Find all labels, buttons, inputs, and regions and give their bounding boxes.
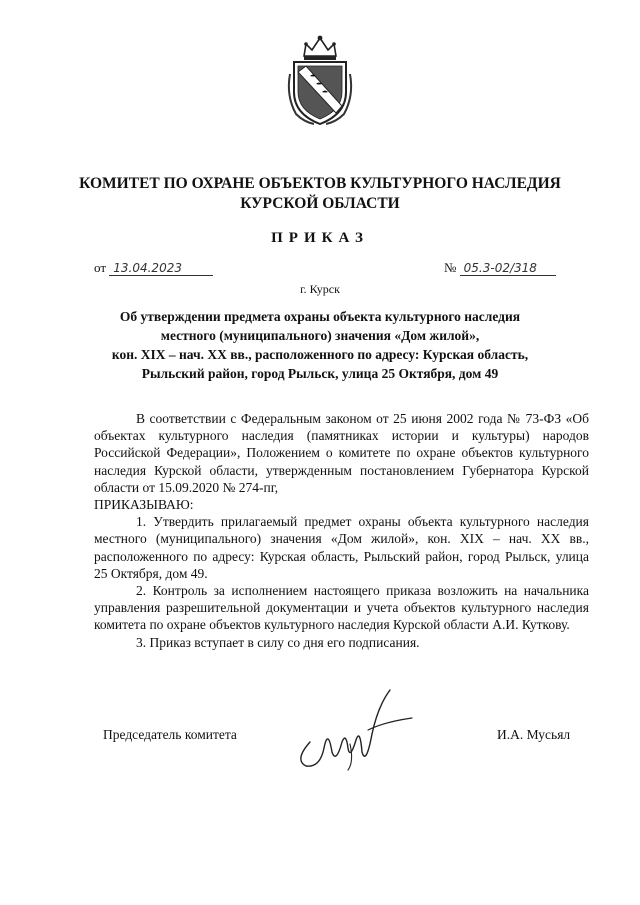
preamble-paragraph: В соответствии с Федеральным законом от 25 июня 2002 года № 73-ФЗ «Об объектах культурного наследия (памятниках истории и культуры) народов Российской Федерации», Положением о комитете по охране объектов культурного наследия Курской области, утвержденным постановлением Губернатора Курской области от 15.09.2020 № 274-пг, bbox=[94, 411, 589, 495]
date-row bbox=[94, 260, 213, 276]
order-word: ПРИКАЗЫВАЮ: bbox=[94, 497, 194, 513]
number-value: 05.3-02/318 bbox=[460, 261, 556, 276]
signatory-name: И.А. Мусьял bbox=[497, 727, 571, 742]
signatory-role: Председатель комитета bbox=[103, 727, 237, 742]
handwritten-signature bbox=[288, 682, 418, 772]
number-row bbox=[444, 260, 556, 276]
subject-line2: местного (муниципального) значения «Дом жилой», bbox=[160, 328, 480, 343]
order-item-1: 1. Утвердить прилагаемый предмет охраны объекта культурного наследия местного (муниципального) значения «Дом жилой», кон. XIX – нач. XX вв., расположенного по адресу: Курская область, Рыльский район, город Рыльск, улица 25 Октября, дом 49. bbox=[94, 514, 589, 581]
committee-name-line1: КОМИТЕТ ПО ОХРАНЕ ОБЪЕКТОВ КУЛЬТУРНОГО НАСЛЕДИЯ bbox=[79, 175, 561, 192]
committee-header bbox=[0, 174, 640, 214]
coat-of-arms-icon bbox=[284, 34, 356, 126]
subject-line1: Об утверждении предмета охраны объекта культурного наследия bbox=[119, 309, 521, 324]
subject-line4: Рыльский район, город Рыльск, улица 25 Октября, дом 49 bbox=[141, 366, 499, 381]
committee-name-line2: КУРСКОЙ ОБЛАСТИ bbox=[240, 195, 400, 212]
order-body bbox=[94, 410, 589, 651]
order-subject bbox=[80, 307, 560, 383]
subject-line3: кон. XIX – нач. XX вв., расположенного по адресу: Курская область, bbox=[111, 347, 529, 362]
city-label: г. Курск bbox=[300, 282, 340, 296]
date-value: 13.04.2023 bbox=[109, 261, 213, 276]
order-item-3: 3. Приказ вступает в силу со дня его подписания. bbox=[136, 634, 420, 650]
document-type-title: ПРИКАЗ bbox=[271, 230, 369, 246]
date-prefix: от bbox=[94, 260, 107, 275]
order-item-2: 2. Контроль за исполнением настоящего приказа возложить на начальника управления разрешительной документации и учета объектов культурного наследия комитета по охране объектов культурного наследия Курской области А.И. Куткову. bbox=[94, 583, 589, 633]
number-prefix: № bbox=[444, 260, 457, 275]
